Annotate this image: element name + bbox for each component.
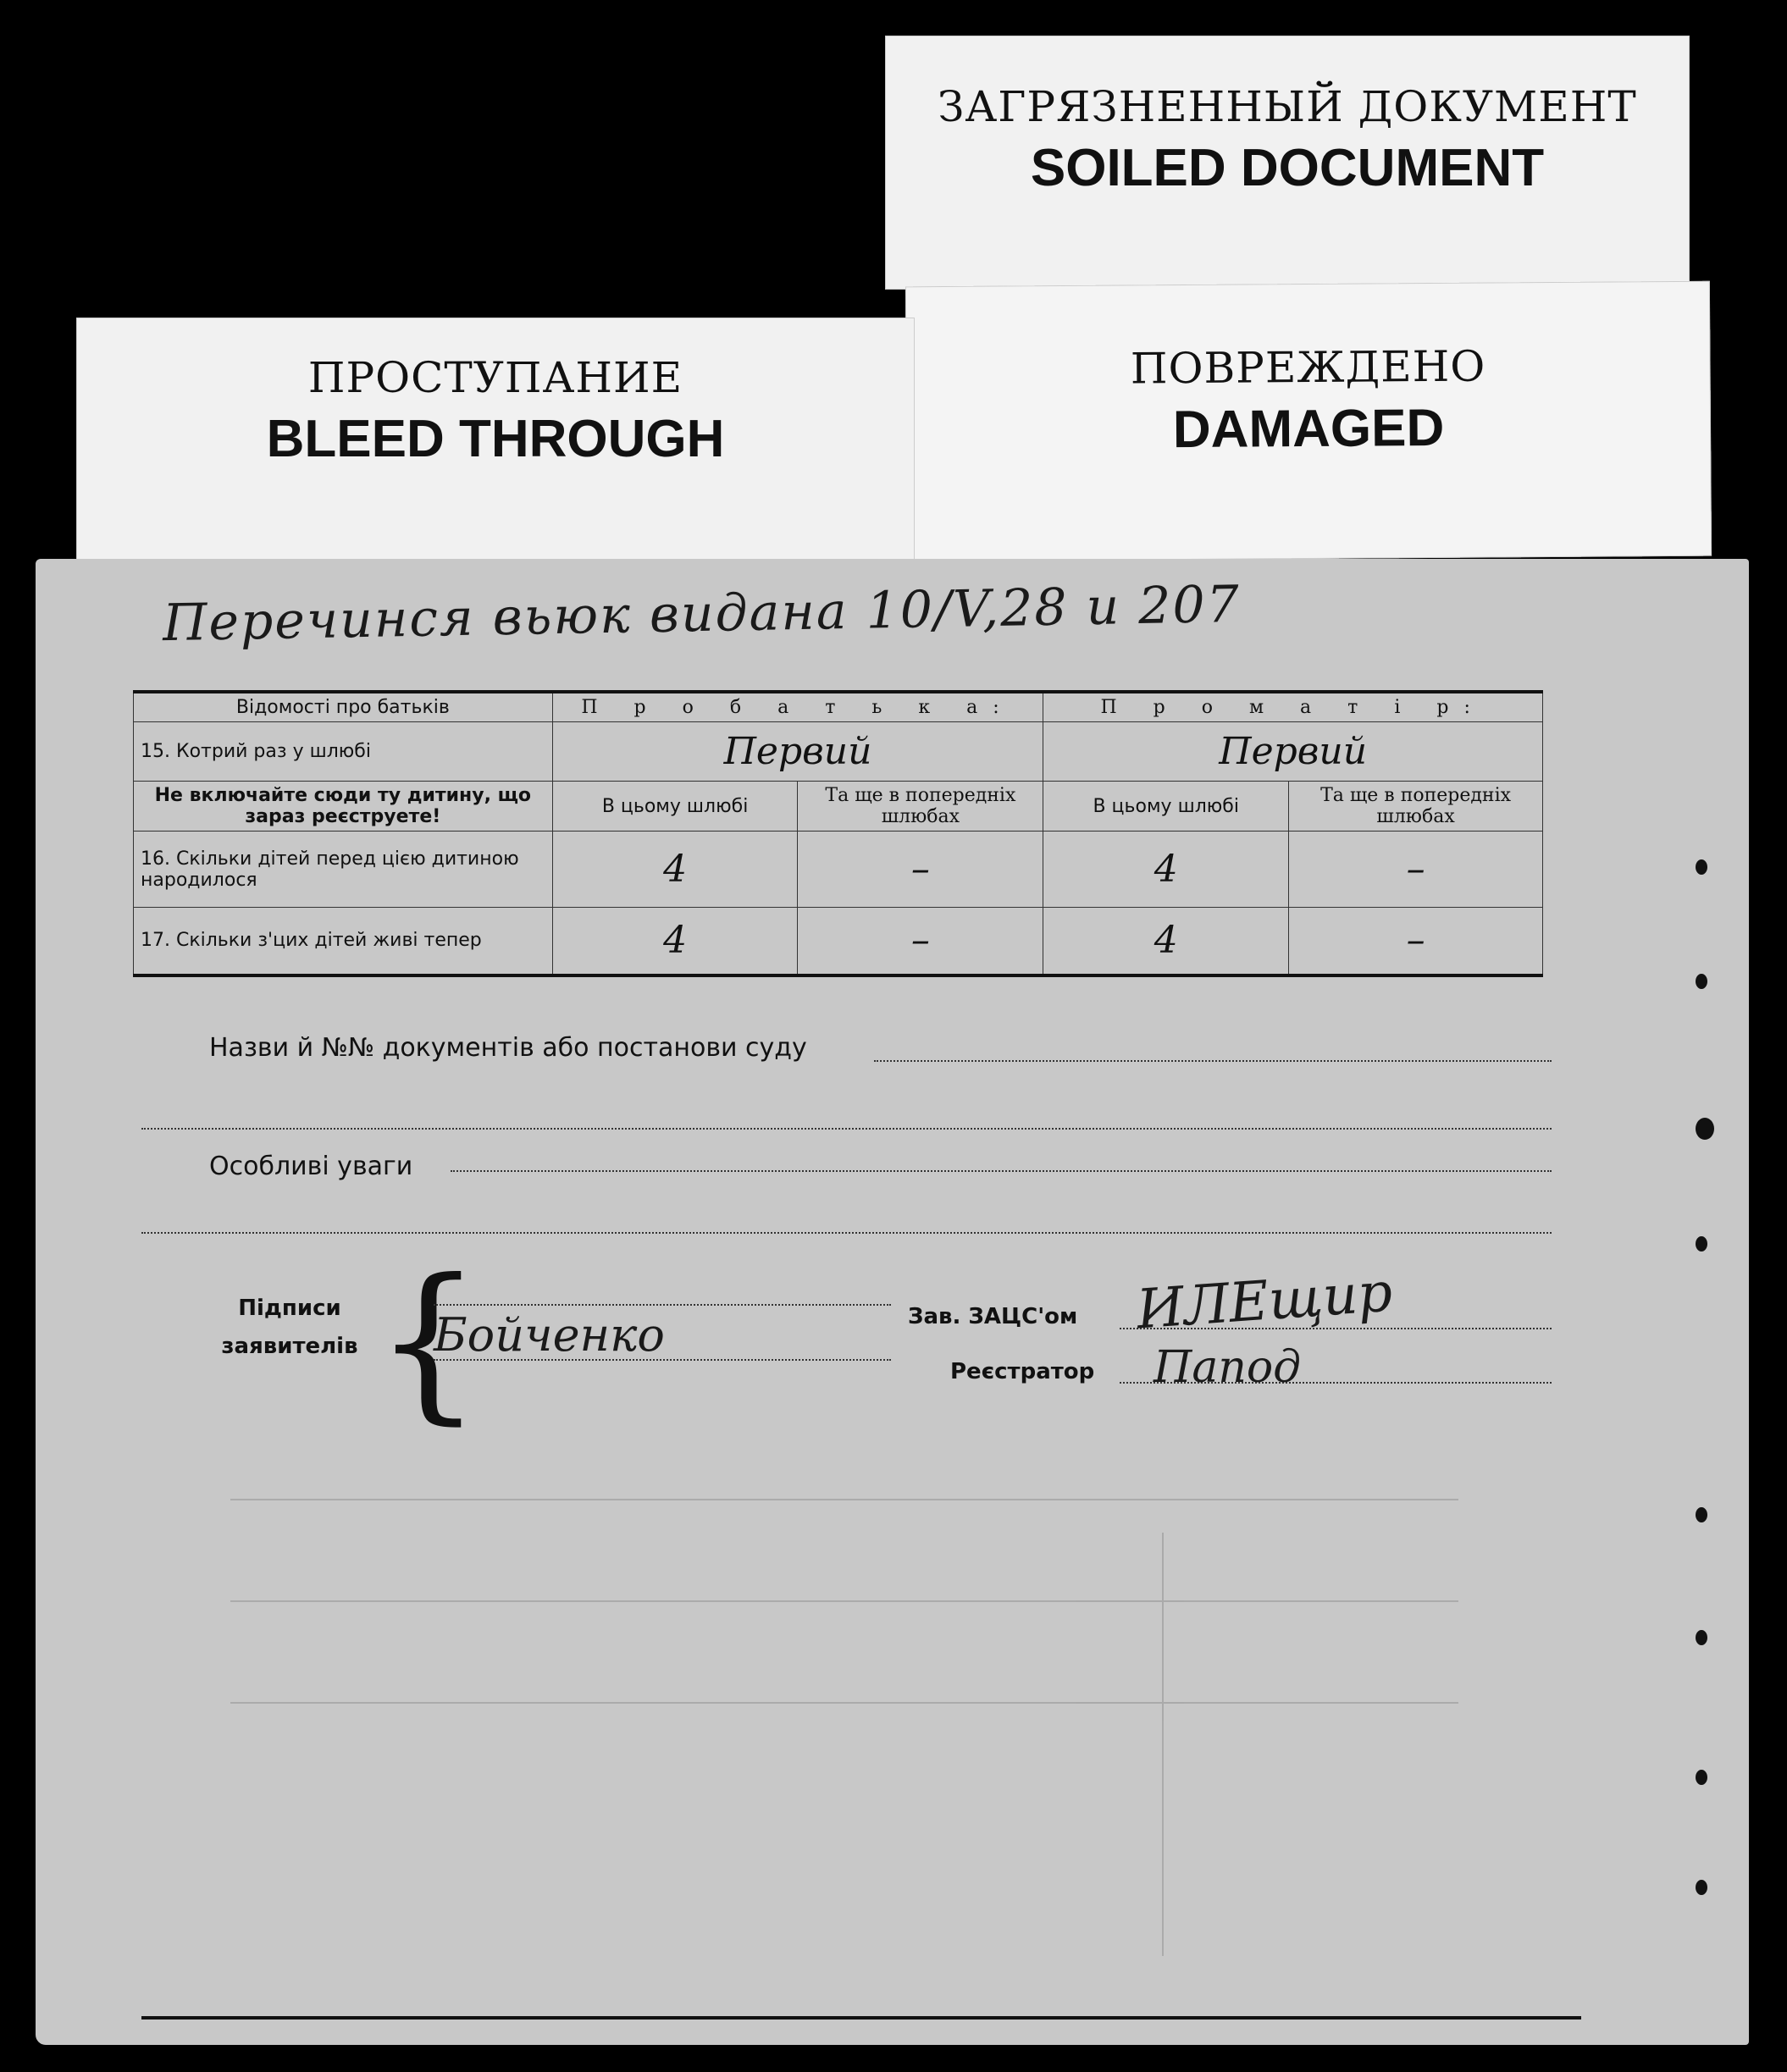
row16-m-prev: –: [1289, 832, 1543, 908]
document-page: [36, 559, 1749, 2045]
punch-hole: [1696, 1507, 1707, 1522]
row-15: [134, 722, 1543, 782]
note-row: [134, 782, 1543, 832]
bleed-through-card: [76, 318, 915, 572]
handwritten-top-note: Перечинся вьюк видана 10/V,28 и 207: [162, 574, 1242, 654]
head-signature: ИЛЕщир: [1134, 1261, 1395, 1342]
row16-f-prev: –: [798, 832, 1043, 908]
remarks-line: [451, 1170, 1552, 1172]
note-label: Не включайте сюди ту дитину, що зараз реєструете!: [134, 782, 553, 832]
father-this-marriage: В цьому шлюбі: [552, 782, 798, 832]
damaged-ru: ПОВРЕЖДЕНО: [1130, 341, 1486, 394]
documents-line: [874, 1060, 1552, 1062]
punch-hole: [1696, 1770, 1707, 1785]
row15-mother: Первий: [1043, 722, 1543, 782]
bottom-rule: [141, 2016, 1581, 2020]
documents-label: Назви й №№ документів або постанови суду: [209, 1033, 807, 1063]
row16-m-this: 4: [1043, 832, 1289, 908]
punch-hole: [1696, 859, 1707, 875]
applicant-signature: Бойченко: [434, 1308, 665, 1362]
row17-label: 17. Скільки з'цих дітей живі тепер: [134, 908, 553, 975]
damaged-card: [905, 281, 1712, 562]
applicants-label-1: Підписи: [238, 1296, 341, 1321]
registrar-label: Реєстратор: [950, 1359, 1095, 1384]
mother-prev-marriages: Та ще в попередніх шлюбах: [1289, 782, 1543, 832]
row15-label: 15. Котрий раз у шлюбі: [134, 722, 553, 782]
row17-m-prev: –: [1289, 908, 1543, 975]
row17-f-this: 4: [552, 908, 798, 975]
soiled-document-card: [885, 36, 1690, 290]
bleed-through-area: [230, 1448, 1458, 1956]
damaged-en: DAMAGED: [1172, 398, 1445, 460]
row16-label: 16. Скільки дітей перед цією дитиною народилося: [134, 832, 553, 908]
punch-hole: [1696, 1630, 1707, 1645]
row17-f-prev: –: [798, 908, 1043, 975]
punch-hole: [1696, 1118, 1714, 1140]
registrar-signature: Папод: [1154, 1342, 1302, 1393]
applicants-label-2: заявителів: [221, 1334, 358, 1359]
header-parents: Відомості про батьків: [134, 692, 553, 722]
applicant-line-1: [434, 1304, 891, 1306]
brace-icon: {: [374, 1243, 483, 1440]
soiled-ru: ЗАГРЯЗНЕННЫЙ ДОКУМЕНТ: [938, 82, 1637, 131]
father-prev-marriages: Та ще в попередніх шлюбах: [798, 782, 1043, 832]
remarks-line-2: [141, 1232, 1552, 1234]
table-header-row: [134, 692, 1543, 722]
documents-line-2: [141, 1128, 1552, 1130]
row17-m-this: 4: [1043, 908, 1289, 975]
punch-hole: [1696, 1236, 1707, 1251]
soiled-en: SOILED DOCUMENT: [1030, 139, 1545, 197]
row-16: [134, 832, 1543, 908]
bleed-ru: ПРОСТУПАНИЕ: [307, 353, 683, 402]
header-mother: П р о м а т і р:: [1043, 692, 1543, 722]
remarks-label: Особливі уваги: [209, 1152, 413, 1181]
row16-f-this: 4: [552, 832, 798, 908]
header-father: П р о б а т ь к а:: [552, 692, 1043, 722]
mother-this-marriage: В цьому шлюбі: [1043, 782, 1289, 832]
row-17: [134, 908, 1543, 975]
punch-hole: [1696, 1880, 1707, 1895]
row15-father: Первий: [552, 722, 1043, 782]
bleed-en: BLEED THROUGH: [266, 410, 725, 468]
parents-info-table: [133, 690, 1543, 977]
head-label: Зав. ЗАЦС'ом: [908, 1304, 1078, 1329]
punch-hole: [1696, 974, 1707, 989]
